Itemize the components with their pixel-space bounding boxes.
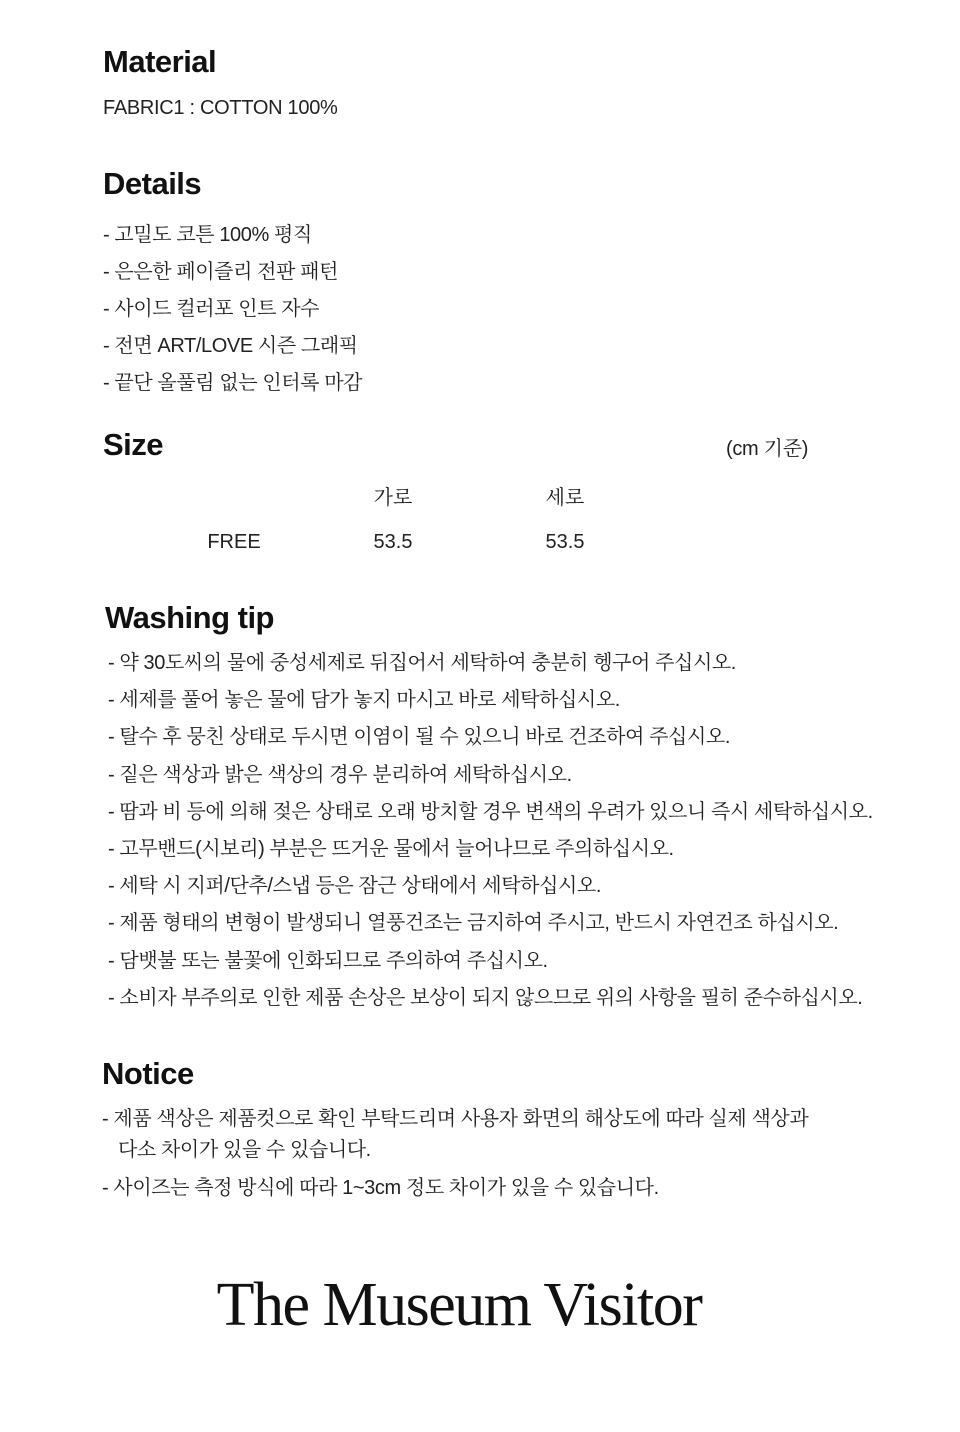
- brand-logo: The Museum Visitor: [216, 1271, 702, 1339]
- notice-item-1-line-1: - 제품 색상은 제품컷으로 확인 부탁드리며 사용자 화면의 해상도에 따라 실제 색상과: [102, 1108, 809, 1130]
- details-item: - 은은한 페이즐리 전판 패턴: [103, 261, 339, 283]
- washing-item: - 세탁 시 지퍼/단추/스냅 등은 잠근 상태에서 세탁하십시오.: [108, 875, 601, 898]
- details-item: - 끝단 올풀림 없는 인터록 마감: [103, 372, 363, 394]
- washing-item: - 담뱃불 또는 불꽃에 인화되므로 주의하여 주십시오.: [108, 949, 548, 972]
- size-value: 53.5: [545, 531, 585, 553]
- material-heading: Material: [103, 44, 217, 79]
- washing-item: - 세제를 풀어 놓은 물에 담가 놓지 마시고 바로 세탁하십시오.: [108, 689, 620, 712]
- details-item: - 전면 ART/LOVE 시즌 그래픽: [103, 335, 358, 357]
- details-list: [103, 217, 362, 402]
- size-row-label: FREE: [207, 531, 261, 553]
- size-column-header: 세로: [545, 487, 585, 509]
- details-heading: Details: [103, 166, 202, 201]
- size-unit-note: (cm 기준): [726, 438, 809, 460]
- size-value: 53.5: [373, 531, 413, 553]
- size-heading: Size: [103, 427, 164, 462]
- notice-item-2: - 사이즈는 측정 방식에 따라 1~3cm 정도 차이가 있을 수 있습니다.: [102, 1177, 659, 1199]
- washing-list: [108, 645, 873, 1017]
- size-column-header: 가로: [373, 487, 413, 509]
- washing-item: - 탈수 후 뭉친 상태로 두시면 이염이 될 수 있으니 바로 건조하여 주십시오.: [108, 726, 730, 749]
- material-text: FABRIC1 : COTTON 100%: [103, 97, 338, 119]
- washing-item: - 제품 형태의 변형이 발생되니 열풍건조는 금지하여 주시고, 반드시 자연건조 하십시오.: [108, 912, 839, 935]
- washing-item: - 짙은 색상과 밝은 색상의 경우 분리하여 세탁하십시오.: [108, 763, 572, 786]
- details-item: - 고밀도 코튼 100% 평직: [103, 224, 312, 246]
- notice-item-1-line-2: 다소 차이가 있을 수 있습니다.: [118, 1139, 371, 1161]
- notice-heading: Notice: [102, 1056, 194, 1091]
- details-item: - 사이드 컬러포 인트 자수: [103, 298, 320, 320]
- washing-item: - 약 30도씨의 물에 중성세제로 뒤집어서 세탁하여 충분히 헹구어 주십시오.: [108, 652, 736, 674]
- washing-item: - 땀과 비 등에 의해 젖은 상태로 오래 방치할 경우 변색의 우려가 있으니 즉시 세탁하십시오.: [108, 800, 873, 823]
- washing-item: - 소비자 부주의로 인한 제품 손상은 보상이 되지 않으므로 위의 사항을 필히 준수하십시오.: [108, 986, 863, 1009]
- washing-item: - 고무밴드(시보리) 부분은 뜨거운 물에서 늘어나므로 주의하십시오.: [108, 837, 674, 860]
- washing-heading: Washing tip: [105, 600, 274, 635]
